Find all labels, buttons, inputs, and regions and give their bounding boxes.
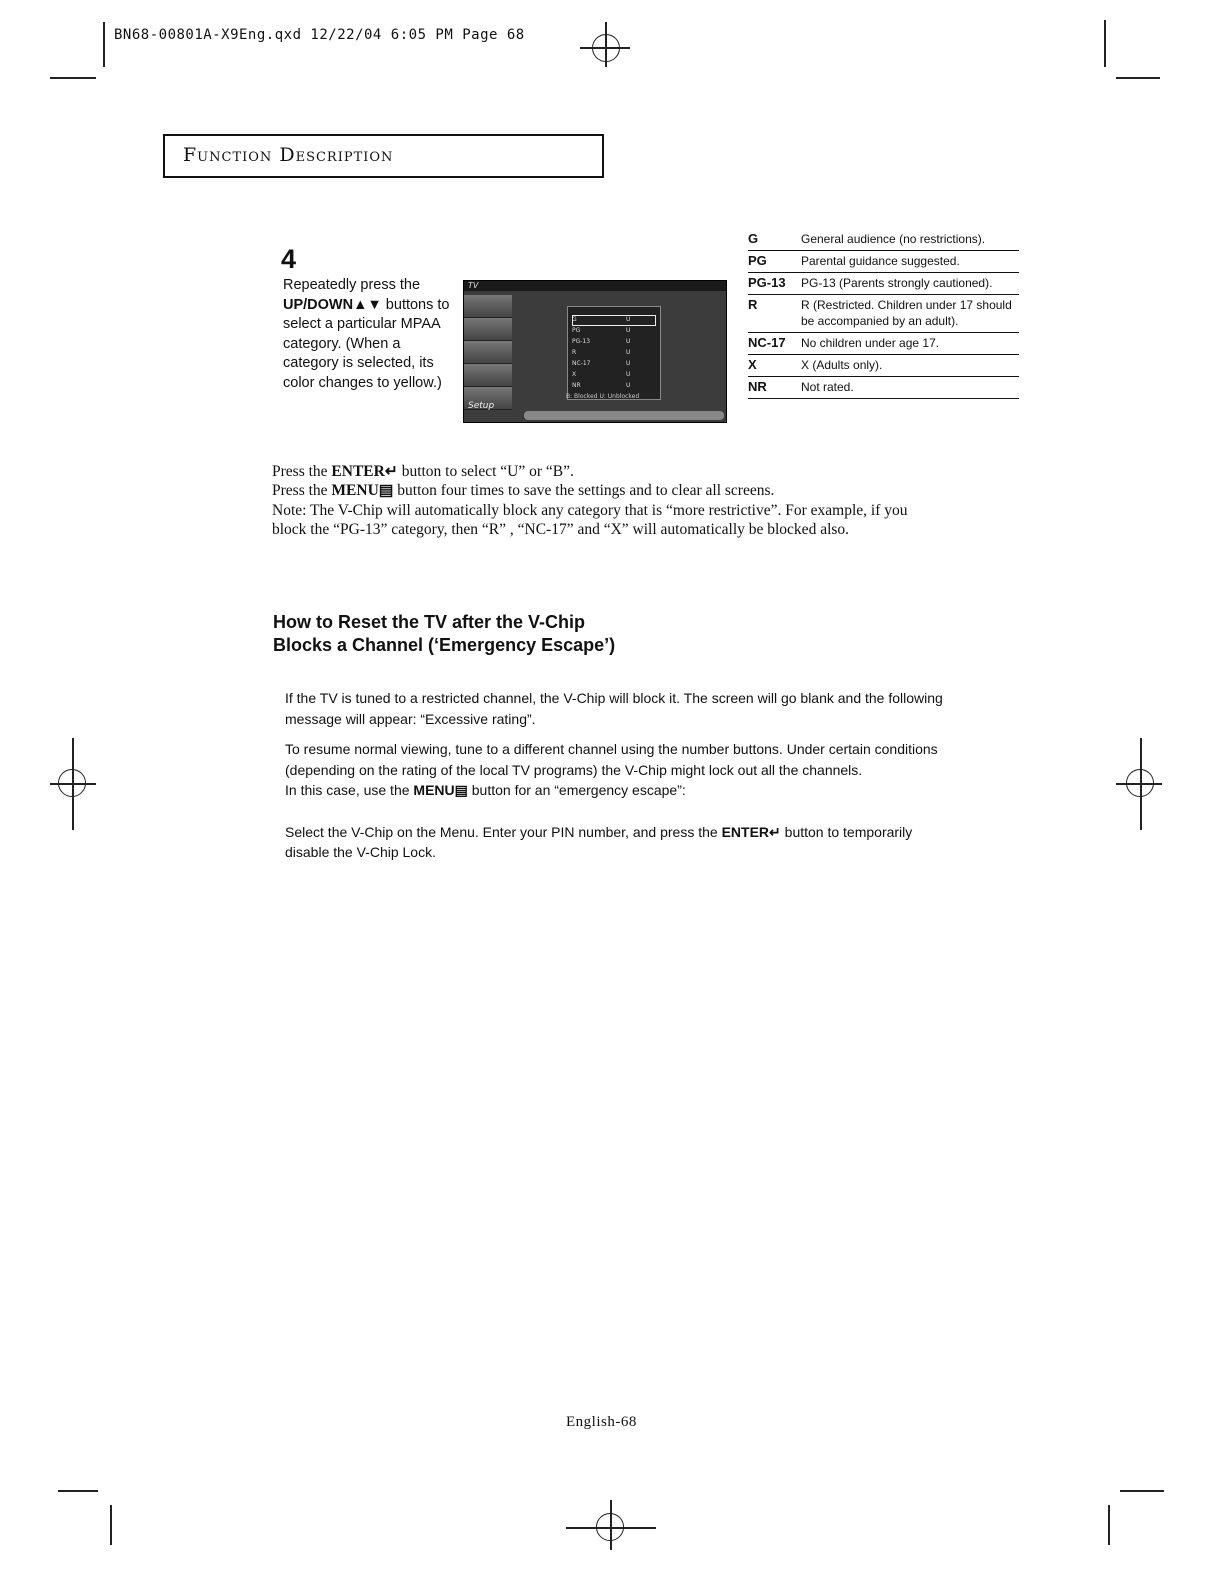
table-row [748,333,1019,355]
crop-mark [58,1490,98,1492]
crop-mark [1116,783,1162,785]
menu-row-value: U [626,382,631,389]
rating-code: NC-17 [748,335,786,350]
rating-code: NR [748,379,767,394]
crop-mark [605,22,607,67]
menu-row-value: U [626,316,631,323]
menu-row-label: R [572,349,577,356]
body-paragraph [285,822,955,863]
crop-mark [566,1527,656,1529]
instruction-text: Press the [272,482,332,500]
rating-code: X [748,357,757,372]
menu-icon [464,295,512,318]
print-slug: BN68-00801A-X9Eng.qxd 12/22/04 6:05 PM Page 68 [114,27,525,43]
menu-icon [464,318,512,341]
menu-row-value: U [626,360,631,367]
table-row [748,377,1019,399]
crop-mark [110,1505,112,1545]
enter-button-label: ENTER↵ [721,823,781,840]
menu-row-value: U [626,327,631,334]
rating-code: PG [748,253,767,268]
menu-row-label: NC-17 [572,360,591,367]
menu-row-label: X [572,371,577,378]
setup-label: Setup [468,401,495,411]
table-row [748,355,1019,377]
crop-mark [580,47,630,49]
crop-mark [50,783,96,785]
page-number: English-68 [566,1414,637,1430]
crop-mark [1120,1490,1164,1492]
menu-row-value: U [626,338,631,345]
crop-mark [103,22,105,67]
body-paragraph: If the TV is tuned to a restricted channel, the V-Chip will block it. The screen will go blank and the following message will appear: “Excessive rating”. [285,690,943,727]
enter-button-label: ENTER↵ [331,463,398,480]
rating-code: PG-13 [748,275,786,290]
selection-highlight [572,315,656,326]
menu-sidebar [464,295,512,407]
table-row [748,229,1019,251]
menu-row-label: NR [572,382,581,389]
menu-row-value: U [626,371,631,378]
body-text: button to temporarily disable the V-Chip Lock. [285,823,913,860]
menu-help-bar [524,411,724,420]
section-heading [273,611,873,657]
instruction-block [272,462,912,539]
rating-description: No children under age 17. [801,336,940,350]
crop-mark [1104,20,1106,67]
table-row [748,273,1019,295]
rating-description: X (Adults only). [801,358,883,372]
section-header [163,134,604,178]
section-heading-line: Blocks a Channel (‘Emergency Escape’) [273,635,616,655]
menu-title-bar [464,281,726,291]
step-instruction [283,276,453,393]
instruction-note: Note: The V-Chip will automatically block any category that is “more restrictive”. For example, if you block the “PG-13” category, then “R” , “NC-17” and “X” will automatically be blocked also. [272,501,908,538]
section-heading-line: How to Reset the TV after the V-Chip [273,612,586,632]
crop-mark [1108,1505,1110,1545]
table-row [748,295,1019,333]
step-text-after: buttons to select a particular MPAA category. (When a category is selected, its color changes to yellow.) [283,296,450,391]
instruction-line [272,481,912,500]
updown-button-label: UP/DOWN▲▼ [283,296,382,313]
tv-menu-screenshot [463,280,727,423]
rating-description: Not rated. [801,380,854,394]
menu-icon [464,364,512,387]
section-body [285,688,955,863]
menu-button-label: MENU▤ [331,482,394,500]
instruction-text: Press the [272,463,332,480]
menu-hint: B: Blocked U: Unblocked [566,393,640,400]
rating-description: R (Restricted. Children under 17 should be accompanied by an adult). [801,298,1012,328]
menu-row-label: G [572,316,577,323]
instruction-line [272,462,912,481]
body-text: button for an “emergency escape”: [467,782,686,798]
body-paragraph: To resume normal viewing, tune to a different channel using the number buttons. Under certain conditions (depending on the rating of the local TV programs) the V-Chip might lock out all the channels. [285,741,938,778]
menu-icon [464,341,512,364]
menu-row-label: PG [572,327,581,334]
tv-tab: TV [468,281,479,290]
instruction-text: button to select “U” or “B”. [397,463,574,480]
rating-description: PG-13 (Parents strongly cautioned). [801,276,993,290]
mpaa-ratings-table [748,229,1019,399]
menu-row-label: PG-13 [572,338,591,345]
body-paragraph [285,780,955,801]
step-text-before: Repeatedly press the [283,277,421,293]
page-title: Function Description [183,144,394,166]
body-text: Select the V-Chip on the Menu. Enter your PIN number, and press the [285,823,722,840]
crop-mark [50,77,96,79]
step-number: 4 [281,244,297,274]
menu-row-value: U [626,349,631,356]
body-text: In this case, use the [285,782,414,798]
crop-mark [1116,77,1160,79]
table-row [748,251,1019,273]
rating-description: General audience (no restrictions). [801,232,986,246]
rating-code: R [748,297,758,312]
menu-button-label: MENU▤ [413,782,468,798]
rating-code: G [748,231,759,246]
instruction-text: button four times to save the settings and to clear all screens. [393,482,775,500]
crop-mark [610,1500,612,1550]
rating-description: Parental guidance suggested. [801,254,960,268]
